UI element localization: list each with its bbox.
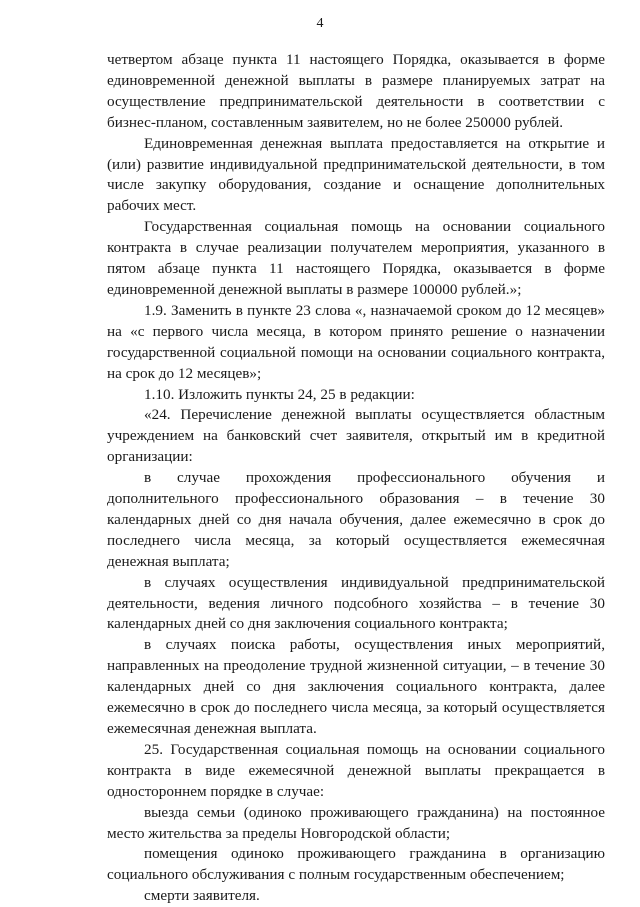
paragraph-continuation: четвертом абзаце пункта 11 настоящего Порядка, оказывается в форме единовременной денежной выплаты в размере планируемых затрат на осуществление предпринимательской деятельности в соответствии с бизнес-планом, составленным заявителем, но не более 250000 рублей. — [107, 51, 605, 131]
paragraph-item-1-9: 1.9. Заменить в пункте 23 слова «, назначаемой сроком до 12 месяцев» на «с первого числа месяца, в котором принято решение о назначении государственной социальной помощи на основании социального контракта, на срок до 12 месяцев»; — [107, 301, 605, 382]
paragraph: в случаях поиска работы, осуществления иных мероприятий, направленных на преодоление трудной жизненной ситуации, – в течение 30 календарных дней со дня заключения социального контракта, далее ежемесячно в срок до последнего числа месяца, за который осуществляется ежемесячная денежная выплата. — [107, 636, 605, 737]
page-number: 4 — [316, 16, 324, 31]
document-body — [107, 50, 605, 907]
paragraph: помещения одиноко проживающего гражданина в организацию социального обслуживания с полным государственным обеспечением; — [107, 845, 605, 884]
paragraph: в случае прохождения профессионального обучения и дополнительного профессионального образования – в течение 30 календарных дней со дня начала обучения, далее ежемесячно в срок до последнего числа месяца, за который осуществляется ежемесячная денежная выплата; — [107, 469, 605, 570]
paragraph: выезда семьи (одиноко проживающего гражданина) на постоянное место жительства за пределы Новгородской области; — [107, 803, 605, 842]
paragraph-clause-24: «24. Перечисление денежной выплаты осуществляется областным учреждением на банковский счет заявителя, открытый им в кредитной организации: — [107, 406, 605, 466]
paragraph-item-1-10: 1.10. Изложить пункты 24, 25 в редакции: — [144, 385, 415, 403]
paragraph: в случаях осуществления индивидуальной предпринимательской деятельности, ведения личного подсобного хозяйства – в течение 30 календарных дней со дня заключения социального контракта; — [107, 573, 605, 633]
paragraph: смерти заявителя. — [144, 887, 260, 905]
paragraph: Единовременная денежная выплата предоставляется на открытие и (или) развитие индивидуальной предпринимательской деятельности, в том числе закупку оборудования, создание и оснащение дополнительных рабочих мест. — [107, 134, 605, 215]
paragraph-clause-25: 25. Государственная социальная помощь на основании социального контракта в виде ежемесячной денежной выплаты прекращается в одностороннем порядке в случае: — [107, 740, 605, 800]
paragraph: Государственная социальная помощь на основании социального контракта в случае реализации получателем мероприятия, указанного в пятом абзаце пункта 11 настоящего Порядка, оказывается в форме единовременной денежной выплаты в размере 100000 рублей.»; — [107, 218, 605, 298]
